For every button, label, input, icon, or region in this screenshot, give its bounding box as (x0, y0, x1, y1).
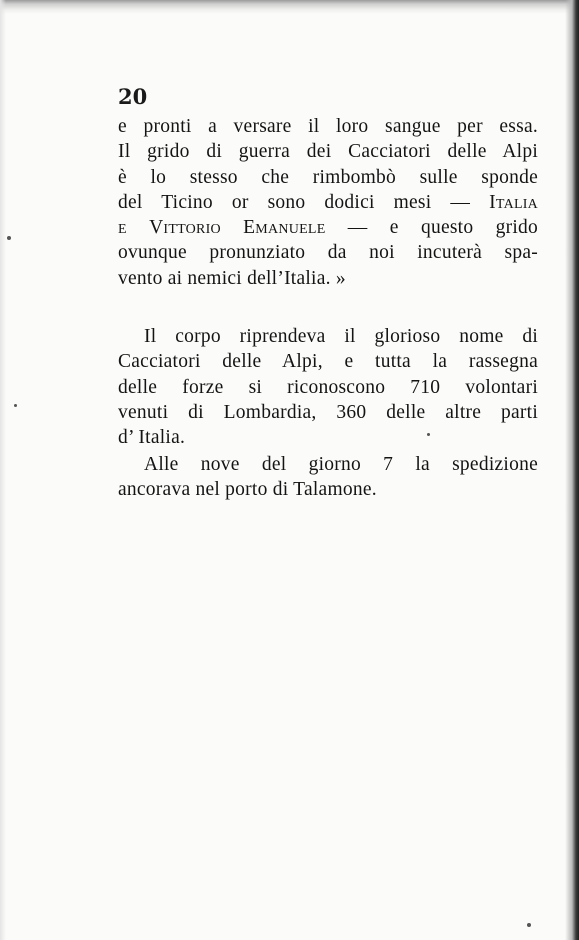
paragraph-talamone (118, 452, 538, 503)
text-segment: e questo grido (389, 217, 539, 239)
smallcaps-e: e (118, 217, 127, 239)
text-line: ancorava nel porto di Talamone. (118, 479, 377, 501)
text-line (118, 215, 538, 240)
text-line: è lo stesso che rimbombò sulle sponde (118, 166, 538, 188)
text-line: Cacciatori delle Alpi, e tutta la rassegna (118, 351, 538, 373)
text-line: venuti di Lombardia, 360 delle altre parti (118, 401, 538, 423)
ink-speck (7, 236, 11, 240)
smallcaps-italia: Italia (489, 191, 539, 213)
text-line: ovunque pronunziato da noi incuterà spa- (118, 242, 538, 264)
text-line: vento ai nemici dell’Italia. » (118, 267, 346, 289)
text-line: Il grido di guerra dei Cacciatori delle Alpi (118, 141, 538, 163)
text-line: e pronti a versare il loro sangue per essa. (118, 116, 538, 137)
ink-speck (14, 404, 17, 407)
scan-top-edge (0, 0, 579, 14)
text-line: d’ Italia. (118, 427, 186, 449)
scan-left-edge (0, 0, 6, 940)
text-line: Il corpo riprendeva il glorioso nome di (144, 326, 538, 347)
text-segment: del Ticino or sono dodici mesi — (118, 191, 471, 213)
binding-edge (565, 0, 579, 940)
em-dash: — (347, 217, 368, 239)
text-line: Alle nove del giorno 7 la spedizione (144, 454, 538, 475)
text-line (118, 190, 538, 215)
paragraph-cacciatori (118, 324, 538, 450)
smallcaps-vittorio-emanuele: Vittorio Emanuele (149, 217, 326, 239)
ink-speck (527, 923, 531, 927)
page-number: 20 (118, 84, 148, 109)
text-line: delle forze si riconoscono 710 volontari (118, 376, 538, 398)
paragraph-proclamation-end (118, 114, 538, 291)
